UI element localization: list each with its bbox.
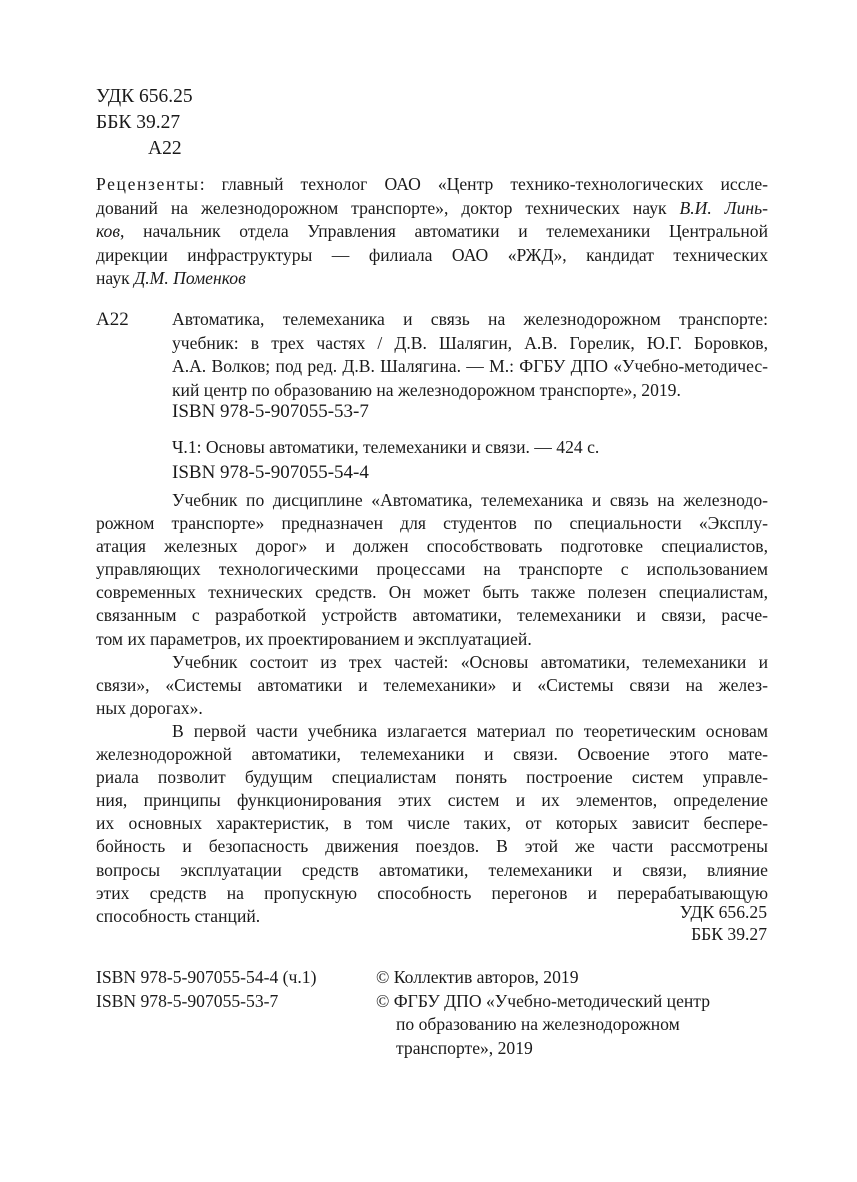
reviewers-label: Рецензенты	[96, 174, 200, 194]
annotation-paragraph-1	[96, 489, 768, 651]
biblio-line: учебник: в трех частях / Д.В. Шалягин, А.В. Горелик, Ю.Г. Боровков,	[172, 332, 768, 353]
annotation-line: управляющих технологическими процессами на транспорте с использованием	[96, 559, 768, 580]
reviewers-line-4: дирекции инфраструктуры — филиала ОАО «РЖД», кандидат технических	[96, 244, 768, 265]
udk-code-bottom: УДК 656.25	[679, 902, 767, 922]
isbn-set: ISBN 978-5-907055-53-7	[172, 401, 369, 422]
annotation-line: связи», «Системы автоматики и телемеханики» и «Системы связи на желез-	[96, 674, 768, 695]
annotation-line: способность станций.	[96, 905, 261, 926]
annotation-line: Учебник по дисциплине «Автоматика, телемеханика и связь на железнодо-	[172, 490, 768, 510]
annotation-line: том их параметров, их проектированием и эксплуатацией.	[96, 628, 532, 649]
copyright-authors: © Коллектив авторов, 2019	[376, 967, 579, 987]
part-description: Ч.1: Основы автоматики, телемеханики и связи. — 424 с.	[172, 437, 600, 457]
annotation-line: железнодорожной автоматики, телемеханики и связи. Освоение этого мате-	[96, 744, 768, 765]
author-sign: А22	[148, 138, 182, 159]
annotation-line: ния, принципы функционирования этих систем и их элементов, определение	[96, 790, 768, 811]
isbn-part-footer: ISBN 978-5-907055-54-4 (ч.1)	[96, 967, 317, 987]
annotation-line: рожном транспорте» предназначен для студентов по специальности «Эксплу-	[96, 513, 768, 534]
annotation-line: современных технических средств. Он может быть также полезен специалистам,	[96, 582, 768, 603]
classification-codes	[96, 84, 193, 162]
biblio-description	[172, 308, 768, 402]
biblio-author-sign: А22	[96, 309, 129, 330]
reviewers-line-1	[96, 173, 768, 197]
reviewers-text-2: дований на железнодорожном транспорте», доктор технических наук	[96, 197, 680, 218]
annotation-line: атация железных дорог» и должен способствовать подготовке специалистов,	[96, 536, 768, 557]
reviewers-line-3	[96, 220, 768, 244]
annotation-line: бойность и безопасность движения поездов. В этой же части рассмотрены	[96, 836, 768, 857]
annotation-line: их основных характеристик, в том числе таких, от которых зависит бесперe-	[96, 813, 768, 834]
reviewers-text-5: наук	[96, 268, 135, 289]
annotation-line: риала позволит будущим специалистам понять построение систем управле-	[96, 767, 768, 788]
biblio-line: А.А. Волков; под ред. Д.В. Шалягина. — М.: ФГБУ ДПО «Учебно-методичес-	[172, 356, 768, 377]
annotation-line: вопросы эксплуатации средств автоматики, телемеханики и связи, влияние	[96, 859, 768, 880]
bbk-code: ББК 39.27	[96, 112, 181, 133]
isbn-part: ISBN 978-5-907055-54-4	[172, 462, 369, 483]
classification-codes-bottom	[680, 901, 767, 945]
isbn-set-footer: ISBN 978-5-907055-53-7	[96, 990, 279, 1011]
copyright-publisher: по образованию на железнодорожном	[396, 1014, 680, 1035]
annotation-line: связанным с разработкой устройств автоматики, телемеханики и связи, расче-	[96, 605, 768, 626]
reviewers-line-2	[96, 197, 768, 221]
biblio-line: Автоматика, телемеханика и связь на железнодорожном транспорте:	[172, 309, 768, 329]
annotation-line: Учебник состоит из трех частей: «Основы автоматики, телемеханики и	[172, 651, 768, 672]
copyright-publisher: транспорте», 2019	[396, 1037, 533, 1058]
annotation-line: В первой части учебника излагается материал по теоретическим основам	[172, 720, 768, 741]
biblio-line: кий центр по образованию на железнодорожном транспорте», 2019.	[172, 379, 681, 400]
isbn-list	[96, 966, 316, 1013]
udk-code: УДК 656.25	[96, 86, 193, 107]
reviewer-1-name-b: ков	[96, 221, 120, 242]
annotation	[96, 489, 768, 928]
reviewers-text-3: , начальник отдела Управления автоматики и телемеханики Центральной	[120, 221, 768, 242]
reviewer-1-name-a: В.И. Линь-	[679, 197, 768, 218]
annotation-paragraph-2	[96, 651, 768, 720]
reviewers-block	[96, 173, 768, 291]
annotation-paragraph-3	[96, 720, 768, 928]
reviewers-line-5	[96, 267, 768, 291]
annotation-line: ных дорогах».	[96, 697, 203, 718]
copyright-publisher: © ФГБУ ДПО «Учебно-методический центр	[376, 990, 710, 1011]
bbk-code-bottom: ББК 39.27	[691, 924, 767, 944]
copyright-block	[376, 966, 776, 1060]
reviewer-2-name: Д.М. Поменков	[134, 268, 246, 289]
annotation-line: этих средств на пропускную способность перегонов и перерабатывающую	[96, 882, 768, 903]
reviewers-text-1: : главный технолог ОАО «Центр технико-технологических иссле-	[199, 174, 768, 194]
